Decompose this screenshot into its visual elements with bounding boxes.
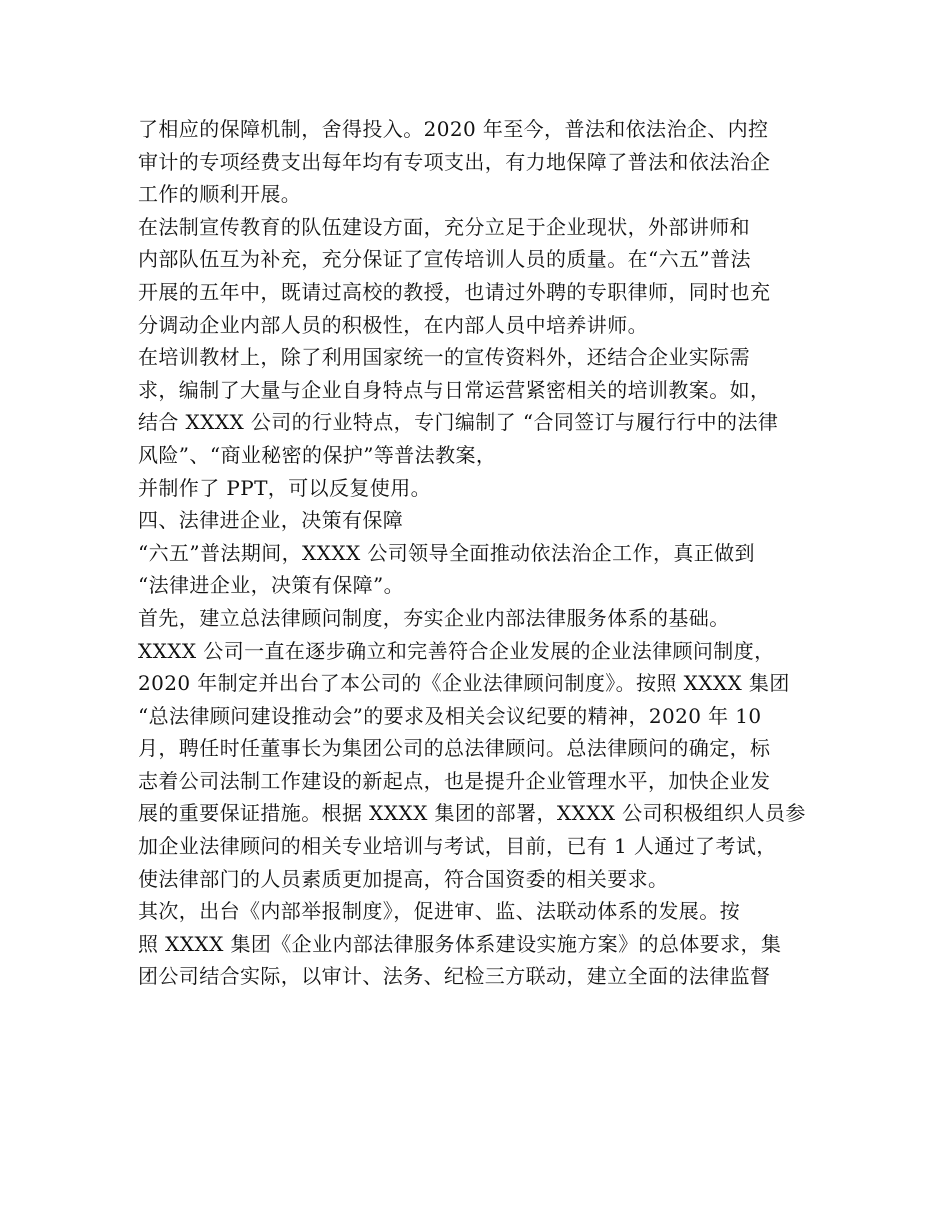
text-line: 2020 年制定并出台了本公司的《企业法律顾问制度》。按照 XXXX 集团 [138, 671, 790, 696]
text-line: 了相应的保障机制，舍得投入。2020 年至今，普法和依法治企、内控 [138, 117, 769, 141]
document-body [138, 113, 838, 993]
text-line: 开展的五年中，既请过高校的教授，也请过外聘的专职律师，同时也充 [138, 279, 771, 304]
text-line: 并制作了 PPT，可以反复使用。 [138, 475, 432, 500]
text-line: 风险”、“商业秘密的保护”等普法教案， [138, 442, 497, 467]
text-line: 工作的顺利开展。 [138, 182, 302, 207]
text-line: 首先，建立总法律顾问制度，夯实企业内部法律服务体系的基础。 [138, 605, 730, 630]
text-line: 使法律部门的人员素质更加提高，符合国资委的相关要求。 [138, 866, 669, 891]
text-line: 内部队伍互为补充，充分保证了宣传培训人员的质量。在“六五”普法 [138, 247, 751, 272]
text-line: “六五”普法期间，XXXX 公司领导全面推动依法治企工作，真正做到 [138, 540, 755, 565]
text-line: 其次，出台《内部举报制度》，促进审、监、法联动体系的发展。按 [138, 899, 740, 924]
text-line: “总法律顾问建设推动会”的要求及相关会议纪要的精神，2020 年 10 [138, 703, 762, 728]
text-line: 求，编制了大量与企业自身特点与日常运营紧密相关的培训教案。如， [138, 377, 771, 402]
text-line: “法律进企业，决策有保障”。 [138, 573, 405, 598]
text-line: 分调动企业内部人员的积极性，在内部人员中培养讲师。 [138, 312, 648, 337]
text-line: 加企业法律顾问的相关专业培训与考试，目前，已有 1 人通过了考试， [138, 834, 777, 859]
text-line: 志着公司法制工作建设的新起点，也是提升企业管理水平，加快企业发 [138, 768, 771, 793]
text-line: 在法制宣传教育的队伍建设方面，充分立足于企业现状，外部讲师和 [138, 214, 750, 239]
text-line: 月，聘任时任董事长为集团公司的总法律顾问。总法律顾问的确定，标 [138, 736, 771, 761]
text-line: 团公司结合实际，以审计、法务、纪检三方联动，建立全面的法律监督 [138, 964, 771, 989]
text-line: XXXX 公司一直在逐步确立和完善符合企业发展的企业法律顾问制度， [138, 638, 775, 663]
text-line: 在培训教材上，除了利用国家统一的宣传资料外，还结合企业实际需 [138, 345, 750, 370]
text-line: 结合 XXXX 公司的行业特点，专门编制了 “合同签订与履行行中的法律 [138, 410, 779, 435]
text-line: 展的重要保证措施。根据 XXXX 集团的部署，XXXX 公司积极组织人员参 [138, 801, 806, 826]
section-heading: 四、法律进企业，决策有保障 [138, 508, 404, 533]
text-line: 照 XXXX 集团《企业内部法律服务体系建设实施方案》的总体要求，集 [138, 931, 782, 956]
text-line: 审计的专项经费支出每年均有专项支出，有力地保障了普法和依法治企 [138, 149, 771, 174]
